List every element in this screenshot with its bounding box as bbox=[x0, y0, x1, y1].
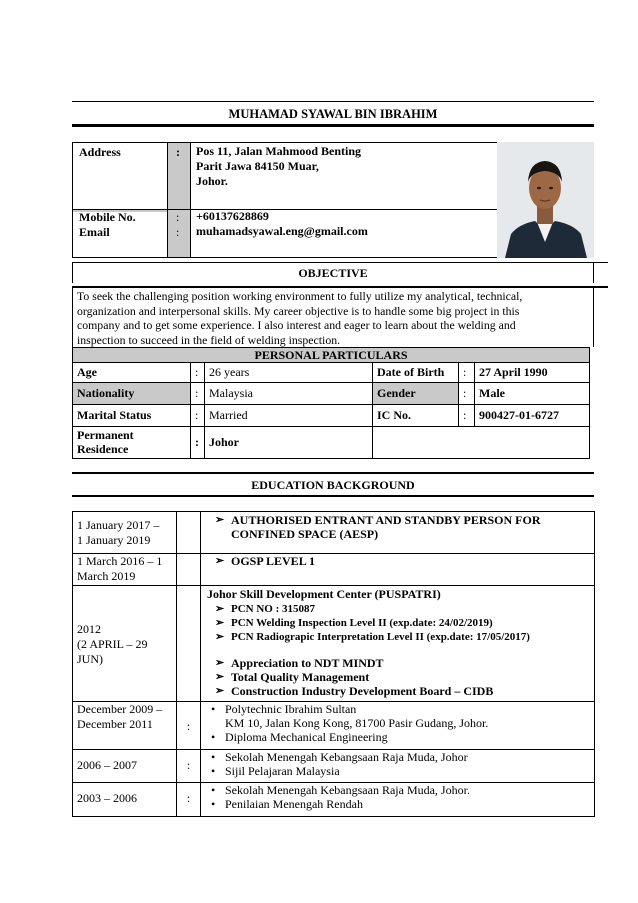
marital-colon: : bbox=[191, 405, 205, 427]
age-value: 26 years bbox=[205, 363, 373, 383]
edu-details bbox=[201, 554, 595, 586]
education-heading: EDUCATION BACKGROUND bbox=[251, 478, 415, 492]
edu-item: ➢ PCN Radiograpic Interpretation Level II (exp.date: 17/05/2017) bbox=[205, 630, 590, 644]
address-line: Parit Jawa 84150 Muar, bbox=[196, 159, 319, 173]
ic-value: 900427-01-6727 bbox=[475, 405, 590, 427]
edu-date: 2006 – 2007 bbox=[73, 750, 177, 783]
edu-date-line: December 2009 – bbox=[77, 702, 163, 716]
ic-label: IC No. bbox=[373, 405, 459, 427]
objective-line: To seek the challenging position working environment to fully utilize my analytical, technical, bbox=[77, 289, 523, 303]
edu-list bbox=[205, 513, 590, 541]
edu-details bbox=[201, 512, 595, 554]
edu-item: ➢ OGSP LEVEL 1 bbox=[205, 554, 590, 568]
education-heading-rule bbox=[72, 495, 594, 497]
address-label: Address bbox=[79, 145, 121, 159]
edu-date bbox=[73, 512, 177, 554]
dob-colon: : bbox=[459, 363, 475, 383]
edu-date-line: JUN) bbox=[77, 652, 103, 666]
mobile-label: Mobile No. bbox=[79, 210, 136, 224]
objective-line: inspection to succeed in the field of welding inspection. bbox=[77, 332, 341, 347]
address-line: Johor. bbox=[196, 174, 228, 188]
objective-heading: OBJECTIVE bbox=[298, 266, 368, 280]
edu-colon-cell: : bbox=[177, 750, 201, 783]
education-table bbox=[72, 511, 595, 817]
edu-date-line: 1 January 2019 bbox=[77, 533, 151, 547]
edu-details bbox=[201, 702, 595, 750]
edu-details bbox=[201, 783, 595, 817]
ic-colon: : bbox=[459, 405, 475, 427]
edu-item-text: CONFINED SPACE (AESP) bbox=[231, 527, 379, 541]
residence-colon: : bbox=[191, 427, 205, 459]
edu-date-line: 2012 bbox=[77, 622, 101, 636]
edu-item: ➢ PCN NO : 315087 bbox=[205, 602, 590, 616]
top-rule bbox=[72, 101, 594, 102]
edu-colon-cell bbox=[177, 554, 201, 586]
edu-list bbox=[205, 554, 590, 568]
edu-colon-cell: : bbox=[177, 702, 201, 750]
edu-list bbox=[205, 750, 590, 778]
residence-label bbox=[73, 427, 191, 459]
age-colon: : bbox=[191, 363, 205, 383]
residence-empty-cell bbox=[373, 427, 590, 459]
edu-date-line: (2 APRIL – 29 bbox=[77, 637, 148, 651]
edu-date-line: 1 January 2017 – bbox=[77, 518, 160, 532]
edu-item: • Sekolah Menengah Kebangsaan Raja Muda, Johor bbox=[205, 750, 590, 764]
candidate-name: MUHAMAD SYAWAL BIN IBRAHIM bbox=[228, 107, 438, 121]
profile-photo bbox=[497, 142, 594, 258]
address-line: Pos 11, Jalan Mahmood Benting bbox=[196, 144, 362, 158]
edu-details bbox=[201, 750, 595, 783]
edu-item: ➢ Appreciation to NDT MINDT bbox=[205, 656, 590, 670]
edu-list bbox=[205, 602, 590, 644]
age-label: Age bbox=[73, 363, 191, 383]
objective-line: organization and interpersonal skills. My career objective is to handle some big project in this bbox=[77, 303, 520, 318]
dob-value: 27 April 1990 bbox=[475, 363, 590, 383]
edu-colon-cell bbox=[177, 512, 201, 554]
edu-colon-cell bbox=[177, 586, 201, 702]
edu-item-text: Polytechnic Ibrahim Sultan bbox=[225, 702, 357, 716]
profile-photo-image bbox=[497, 142, 594, 258]
edu-item bbox=[205, 702, 590, 730]
edu-item: • Sijil Pelajaran Malaysia bbox=[205, 764, 590, 778]
gender-colon: : bbox=[459, 383, 475, 405]
edu-date-line: 1 March 2016 – 1 bbox=[77, 554, 163, 568]
edu-item bbox=[205, 513, 590, 541]
email-value: muhamadsyawal.eng@gmail.com bbox=[196, 224, 368, 238]
edu-item: ➢ PCN Welding Inspection Level II (exp.date: 24/02/2019) bbox=[205, 616, 590, 630]
edu-list bbox=[205, 656, 590, 698]
personal-table bbox=[72, 347, 590, 459]
edu-list bbox=[205, 702, 590, 744]
edu-item-text: KM 10, Jalan Kong Kong, 81700 Pasir Gudang, Johor. bbox=[225, 716, 489, 730]
edu-institution: Johor Skill Development Center (PUSPATRI) bbox=[207, 587, 441, 601]
edu-date: 2003 – 2006 bbox=[73, 783, 177, 817]
edu-item: • Sekolah Menengah Kebangsaan Raja Muda, Johor. bbox=[205, 783, 590, 797]
mobile-value: +60137628869 bbox=[196, 209, 269, 223]
nationality-colon: : bbox=[191, 383, 205, 405]
edu-details bbox=[201, 586, 595, 702]
dob-label: Date of Birth bbox=[373, 363, 459, 383]
edu-date-line: March 2019 bbox=[77, 569, 136, 583]
edu-item-text: AUTHORISED ENTRANT AND STANDBY PERSON FOR bbox=[231, 513, 541, 527]
gender-value: Male bbox=[475, 383, 590, 405]
personal-heading: PERSONAL PARTICULARS bbox=[73, 348, 590, 363]
residence-label-line: Permanent bbox=[77, 428, 134, 442]
mobile-colon: : bbox=[176, 210, 180, 224]
residence-label-line: Residence bbox=[77, 442, 129, 456]
address-value bbox=[196, 144, 361, 189]
contact-colon-col bbox=[168, 143, 191, 257]
gender-label: Gender bbox=[373, 383, 459, 405]
edu-colon-cell: : bbox=[177, 783, 201, 817]
address-colon: : bbox=[176, 145, 180, 159]
edu-date bbox=[73, 702, 177, 750]
edu-date bbox=[73, 586, 177, 702]
edu-item: ➢ Total Quality Management bbox=[205, 670, 590, 684]
nationality-label: Nationality bbox=[73, 383, 191, 405]
nationality-value: Malaysia bbox=[205, 383, 373, 405]
edu-list bbox=[205, 783, 590, 811]
residence-value: Johor bbox=[205, 427, 373, 459]
email-colon: : bbox=[176, 225, 180, 239]
marital-value: Married bbox=[205, 405, 373, 427]
edu-item: • Penilaian Menengah Rendah bbox=[205, 797, 590, 811]
objective-text bbox=[72, 288, 594, 347]
name-underline bbox=[72, 124, 594, 127]
edu-date bbox=[73, 554, 177, 586]
marital-label: Marital Status bbox=[73, 405, 191, 427]
edu-date-line: December 2011 bbox=[77, 717, 153, 731]
email-label: Email bbox=[79, 225, 110, 239]
education-top-rule bbox=[72, 472, 594, 474]
objective-line: company and to get some experience. I also interest and eager to learn about the welding and bbox=[77, 318, 516, 332]
edu-item: ➢ Construction Industry Development Board – CIDB bbox=[205, 684, 590, 698]
edu-item: • Diploma Mechanical Engineering bbox=[205, 730, 590, 744]
